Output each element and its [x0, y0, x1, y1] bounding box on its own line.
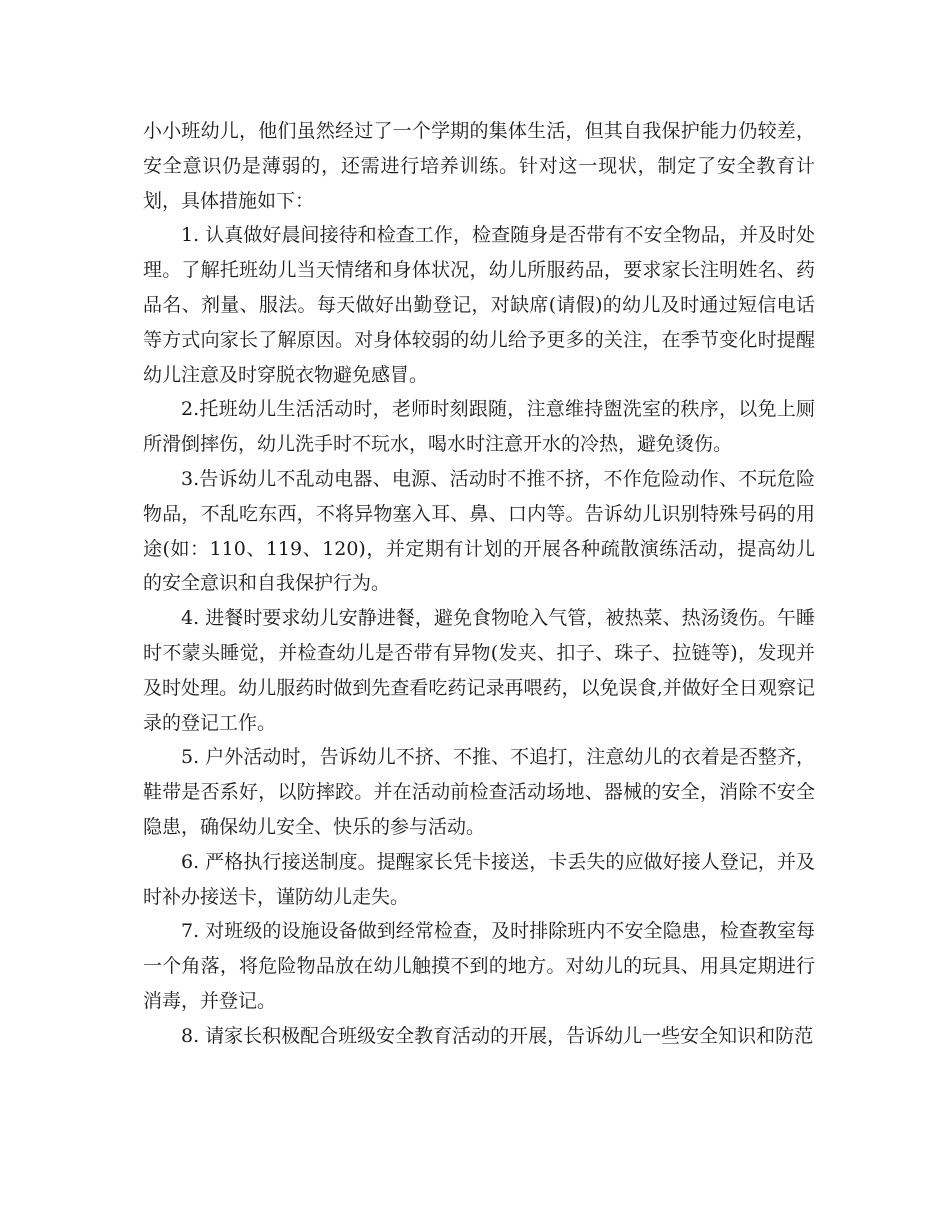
measure-item-5: 5. 户外活动时，告诉幼儿不挤、不推、不追打，注意幼儿的衣着是否整齐，鞋带是否系好，以防摔跤。并在活动前检查活动场地、器械的安全，消除不安全隐患，确保幼儿安全、快乐的参与活动。	[143, 746, 815, 838]
intro-paragraph: 小小班幼儿，他们虽然经过了一个学期的集体生活，但其自我保护能力仍较差，安全意识仍是薄弱的，还需进行培养训练。针对这一现状，制定了安全教育计划，具体措施如下：	[143, 120, 815, 212]
measure-item-4: 4. 进餐时要求幼儿安静进餐，避免食物呛入气管，被热菜、热汤烫伤。午睡时不蒙头睡觉，并检查幼儿是否带有异物(发夹、扣子、珠子、拉链等)，发现并及时处理。幼儿服药时做到先查看吃药记录再喂药，以免误食,并做好全日观察记录的登记工作。	[143, 607, 815, 734]
measure-item-2: 2.托班幼儿生活活动时，老师时刻跟随，注意维持盥洗室的秩序，以免上厕所滑倒摔伤，幼儿洗手时不玩水，喝水时注意开水的冷热，避免烫伤。	[143, 398, 815, 456]
measure-item-1: 1. 认真做好晨间接待和检查工作，检查随身是否带有不安全物品，并及时处理。了解托班幼儿当天情绪和身体状况，幼儿所服药品，要求家长注明姓名、药品名、剂量、服法。每天做好出勤登记，对缺席(请假)的幼儿及时通过短信电话等方式向家长了解原因。对身体较弱的幼儿给予更多的关注，在季节变化时提醒幼儿注意及时穿脱衣物避免感冒。	[143, 224, 815, 386]
document-body	[143, 114, 815, 1054]
measure-item-8: 8. 请家长积极配合班级安全教育活动的开展，告诉幼儿一些安全知识和防范	[181, 1024, 814, 1047]
measure-item-6: 6. 严格执行接送制度。提醒家长凭卡接送，卡丢失的应做好接人登记，并及时补办接送卡，谨防幼儿走失。	[143, 850, 815, 908]
measure-item-3: 3.告诉幼儿不乱动电器、电源、活动时不推不挤，不作危险动作、不玩危险物品，不乱吃东西，不将异物塞入耳、鼻、口内等。告诉幼儿识别特殊号码的用途(如：110、119、120)，并定期有计划的开展各种疏散演练活动，提高幼儿的安全意识和自我保护行为。	[143, 467, 815, 595]
measure-item-7: 7. 对班级的设施设备做到经常检查，及时排除班内不安全隐患，检查教室每一个角落，将危险物品放在幼儿触摸不到的地方。对幼儿的玩具、用具定期进行消毒，并登记。	[143, 920, 815, 1012]
